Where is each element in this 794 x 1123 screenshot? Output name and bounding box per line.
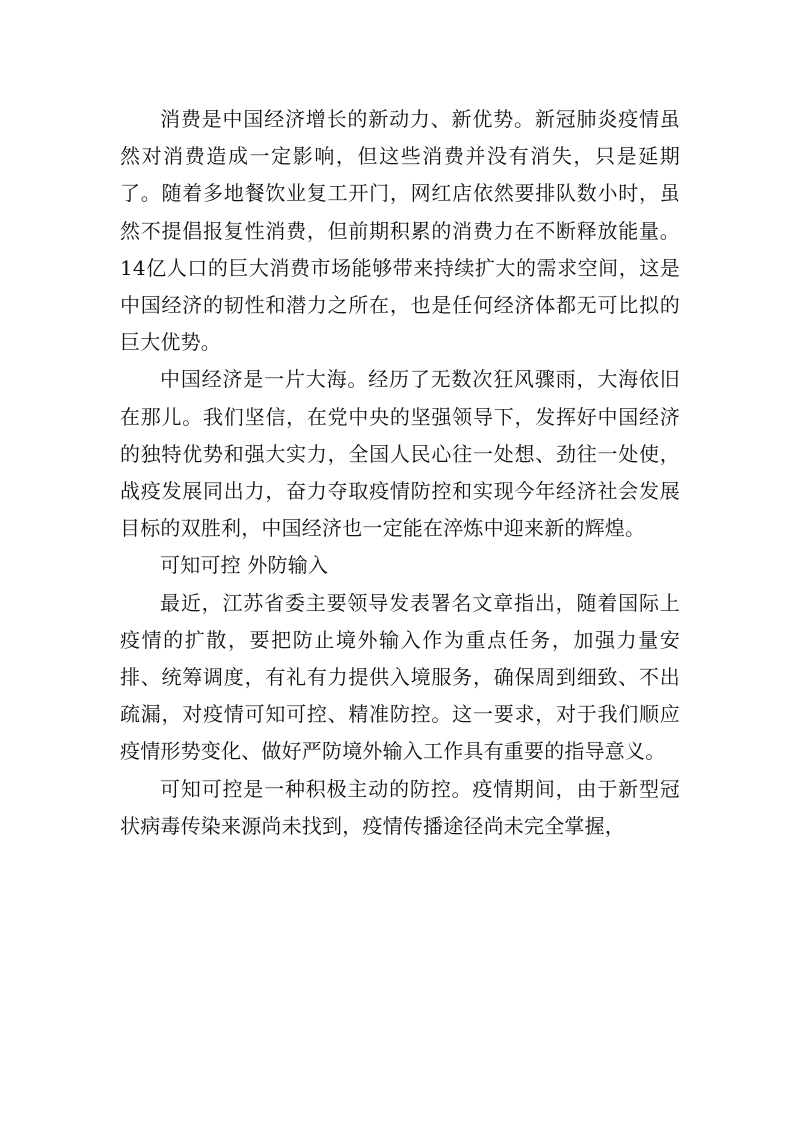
section-heading: 可知可控 外防输入: [160, 553, 329, 578]
paragraph-economy-sea: 中国经济是一片大海。经历了无数次狂风骤雨，大海依旧在那儿。我们坚信，在党中央的坚强领导下，发挥好中国经济的独特优势和强大实力，全国人民心往一处想、劲往一处使，战疫发展同出力，奋力夺取疫情防控和实现今年经济社会发展目标的双胜利，中国经济也一定能在淬炼中迎来新的辉煌。: [120, 367, 680, 541]
paragraph-consumption: 消费是中国经济增长的新动力、新优势。新冠肺炎疫情虽然对消费造成一定影响，但这些消费并没有消失，只是延期了。随着多地餐饮业复工开门，网红店依然要排队数小时，虽然不提倡报复性消费，但前期积累的消费力在不断释放能量。14亿人口的巨大消费市场能够带来持续扩大的需求空间，这是中国经济的韧性和潜力之所在，也是任何经济体都无可比拟的巨大优势。: [120, 107, 680, 355]
document-body: [120, 101, 680, 845]
paragraph-proactive-control: 可知可控是一种积极主动的防控。疫情期间，由于新型冠状病毒传染来源尚未找到，疫情传播途径尚未完全掌握，: [120, 776, 680, 838]
paragraph-jiangsu: 最近，江苏省委主要领导发表署名文章指出，随着国际上疫情的扩散，要把防止境外输入作为重点任务，加强力量安排、统筹调度，有礼有力提供入境服务，确保周到细致、不出疏漏，对疫情可知可控、精准防控。这一要求，对于我们顺应疫情形势变化、做好严防境外输入工作具有重要的指导意义。: [120, 590, 680, 764]
